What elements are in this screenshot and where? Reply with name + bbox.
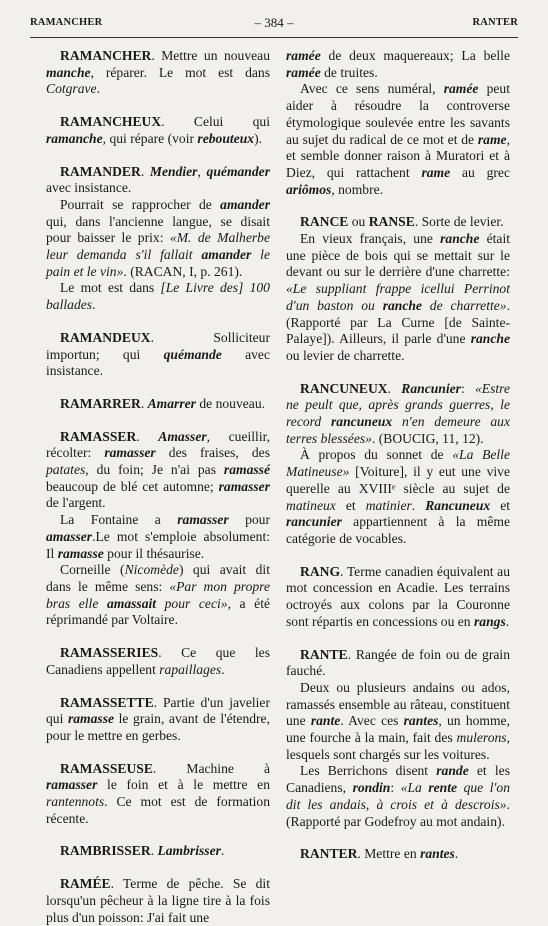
body-text: La Fontaine a xyxy=(60,512,178,528)
body-text: ou levier de charrette. xyxy=(286,347,405,363)
body-text: . xyxy=(140,395,148,411)
emphasis-word: quémander xyxy=(206,163,270,179)
entry-paragraph xyxy=(286,763,510,830)
emphasis-word: rangs xyxy=(474,613,506,629)
entry-paragraph xyxy=(286,447,510,547)
emphasis-word: Amasser xyxy=(158,428,207,444)
emphasis-word: rancuneux xyxy=(331,414,393,430)
body-text: . xyxy=(96,81,100,97)
body-text: et xyxy=(335,497,366,513)
emphasis-word: ramassé xyxy=(223,462,270,478)
dictionary-entry xyxy=(46,429,270,513)
body-text: , nombre. xyxy=(331,181,384,197)
body-text: . Mettre un nouveau xyxy=(151,48,270,63)
body-text: [Voiture], il y eut une vive querelle au XVIIIᵉ siècle au sujet de xyxy=(286,464,510,496)
entry-spacer xyxy=(46,380,270,396)
body-text: . xyxy=(454,846,459,862)
body-text: . (BOUCIG, 11, 12). xyxy=(371,430,484,446)
left-column xyxy=(46,48,270,926)
dictionary-entry xyxy=(286,846,510,863)
body-text: ) qui avait dit dans le même sens: xyxy=(46,562,270,594)
body-text: de deux maquereaux; La belle xyxy=(320,48,510,63)
emphasis-word: Lambrisser xyxy=(157,843,221,859)
entry-paragraph xyxy=(46,197,270,281)
body-text: .Le mot s'emploie absolument: Il xyxy=(46,528,270,561)
entry-spacer xyxy=(46,745,270,761)
body-text: . Avec ces xyxy=(340,713,404,729)
body-text: . Partie d'un javelier qui xyxy=(46,694,270,727)
body-text: avec insistance. xyxy=(46,180,132,196)
emphasis-word: amassait xyxy=(106,595,157,611)
entry-spacer xyxy=(286,830,510,846)
body-text: de l'argent. xyxy=(46,495,106,511)
dictionary-entry xyxy=(46,695,270,745)
italic-text: que l'on dit les andais, à crois et à descrois» xyxy=(286,780,510,812)
dictionary-entry xyxy=(46,761,270,828)
emphasis-word: amander xyxy=(201,247,252,263)
body-text: était une pièce de bois qui se mettait sur le devant ou sur le derrière d'une charrette: xyxy=(286,231,510,280)
body-text: de nouveau. xyxy=(195,395,266,411)
entry-spacer xyxy=(46,413,270,429)
body-text: , un homme, une fourche à la main, fait des xyxy=(286,713,510,746)
emphasis-word: rande xyxy=(436,763,469,779)
headword: RAMARRER xyxy=(60,395,141,411)
entry-spacer xyxy=(46,314,270,330)
body-text: . xyxy=(92,297,96,313)
emphasis-word: rente xyxy=(428,780,458,796)
emphasis-word: quémande xyxy=(163,346,222,362)
italic-text: mulerons xyxy=(456,730,507,746)
body-text: . Terme de pêche. Se dit lorsqu'un pêcheur à la ligne tire à la fois plus d'un poisson: J'ai fait une xyxy=(46,876,270,925)
body-text: Le mot est dans xyxy=(60,280,161,296)
emphasis-word: ranche xyxy=(470,331,510,347)
body-text: , lesquels sont chargés sur les voitures. xyxy=(286,730,510,762)
body-text: des fraises, des xyxy=(155,445,270,461)
body-text: . Ce que les Canadiens appellent xyxy=(46,645,270,677)
emphasis-word: ramée xyxy=(286,64,321,80)
body-text: . xyxy=(140,163,150,179)
body-text: beaucoup de blé cet automne; xyxy=(46,478,219,494)
emphasis-word: ariômos xyxy=(286,181,332,197)
body-text: au grec xyxy=(450,164,510,180)
body-text: : xyxy=(390,780,401,796)
italic-text: [Le Livre des] 100 ballades xyxy=(46,280,270,313)
emphasis-word: Rancunier xyxy=(401,380,461,396)
emphasis-word: ranche xyxy=(440,231,480,247)
italic-text: matineux xyxy=(286,497,336,513)
body-text: , a été réprimandé par Voltaire. xyxy=(46,595,271,628)
body-text: . (Rapporté par La Curne [de Sainte-Palaye]). Ailleurs, il parle d'une xyxy=(286,297,511,347)
emphasis-word: rantes xyxy=(420,846,455,862)
body-text: et xyxy=(490,497,511,513)
body-text: . (Rapporté par Godefroy au mot andain). xyxy=(286,796,510,829)
italic-text: de charrette» xyxy=(421,297,507,313)
headword: RAMANDER xyxy=(60,163,141,179)
emphasis-word: rame xyxy=(421,164,451,180)
body-text: . Rangée de foin ou de grain fauché. xyxy=(286,646,510,679)
entry-spacer xyxy=(46,98,270,114)
body-text: . xyxy=(150,843,158,859)
body-text: de truites. xyxy=(320,64,378,80)
body-text: . xyxy=(505,613,510,629)
body-text: ou xyxy=(348,214,369,230)
body-text: Avec ce sens numéral, xyxy=(300,81,444,97)
body-text: . Machine à xyxy=(152,760,270,776)
dictionary-entry xyxy=(46,843,270,860)
body-text: avec insistance. xyxy=(46,346,270,379)
italic-text: «La xyxy=(400,780,429,796)
body-text: En vieux français, une xyxy=(300,231,441,247)
emphasis-word: ramasser xyxy=(104,445,156,461)
running-header xyxy=(30,14,518,34)
body-text: appartiennent à la même catégorie de vocables. xyxy=(286,514,510,546)
body-text: peut aider à résoudre la controverse étymologique soulevée entre les savants au sujet du radical de ce mot et de xyxy=(286,81,510,147)
body-text: , du foin; Je n'ai pas xyxy=(85,462,224,478)
body-text: . Terme canadien équivalent au mot concession en Acadie. Les terrains octroyés aux colons par la Couronne sont répartis en concessions ou en xyxy=(286,563,510,629)
header-first-word: RAMANCHER xyxy=(30,17,103,28)
dictionary-entry xyxy=(46,48,270,98)
emphasis-word: rante xyxy=(310,713,341,729)
body-text: . xyxy=(221,661,225,677)
dictionary-entry xyxy=(286,564,510,631)
dictionary-entry xyxy=(286,214,510,231)
emphasis-word: rancunier xyxy=(286,514,342,530)
dictionary-entry xyxy=(46,330,270,380)
italic-text: n'en demeure aux terres blessées» xyxy=(286,414,510,446)
body-text: À propos du sonnet de xyxy=(300,447,453,463)
emphasis-word: rondin xyxy=(352,780,391,796)
emphasis-word: ramanche xyxy=(46,130,103,146)
body-text: , xyxy=(197,163,207,179)
entry-paragraph xyxy=(286,231,510,365)
italic-text: Nicomède xyxy=(124,562,179,578)
headword: RAMASSERIES xyxy=(60,645,159,661)
body-text: , cueillir, récolter: xyxy=(46,428,270,461)
body-text: . xyxy=(136,428,159,444)
headword: RAMANCHEUX xyxy=(60,114,162,130)
headword: RAMANCHER xyxy=(60,48,152,63)
entry-paragraph xyxy=(46,280,270,313)
emphasis-word: Mendier xyxy=(149,163,198,179)
body-text: . Celui qui xyxy=(161,114,270,130)
italic-text: Cotgrave xyxy=(46,81,97,97)
entry-paragraph xyxy=(286,680,510,764)
headword: RANG xyxy=(300,563,341,579)
entry-spacer xyxy=(46,860,270,876)
headword: RAMASSEUSE xyxy=(60,760,153,776)
body-text: pour il thésaurise. xyxy=(103,545,205,561)
emphasis-word: ramée xyxy=(286,48,321,63)
italic-text: matinier xyxy=(365,497,412,513)
body-text: , qui répare (voir xyxy=(102,130,198,146)
italic-text: rantennots xyxy=(46,794,105,810)
italic-text: «Le suppliant frappe icellui Perrinot d'un baston ou xyxy=(286,281,510,313)
italic-text: «Estre ne peult que, après grands guerres, le record xyxy=(286,380,510,430)
headword: RANSE xyxy=(368,214,415,230)
emphasis-word: rame xyxy=(477,131,507,147)
italic-text: patates xyxy=(46,462,86,478)
entry-spacer xyxy=(46,679,270,695)
body-text: pour xyxy=(228,512,270,528)
body-text: . Mettre en xyxy=(357,846,421,862)
italic-text: le pain et le vin» xyxy=(46,247,270,279)
entry-spacer xyxy=(286,548,510,564)
body-text: le grain, avant de l'étendre, pour le mettre en gerbes. xyxy=(46,711,270,743)
entry-paragraph xyxy=(286,81,510,198)
body-text: Pourrait se rapprocher de xyxy=(60,196,221,212)
body-text: Corneille ( xyxy=(60,562,125,578)
body-text: ). xyxy=(254,130,262,146)
headword: RAMASSER xyxy=(60,428,137,444)
entry-paragraph xyxy=(46,512,270,562)
header-rule xyxy=(30,37,518,38)
body-text: et les Canadiens, xyxy=(286,763,510,796)
entry-spacer xyxy=(286,365,510,381)
italic-text: «Par mon propre bras elle xyxy=(46,578,270,611)
entry-spacer xyxy=(46,827,270,843)
emphasis-word: ramasser xyxy=(177,512,229,528)
entry-spacer xyxy=(286,631,510,647)
emphasis-word: Amarrer xyxy=(147,395,196,411)
headword: RANCE xyxy=(300,214,349,230)
emphasis-word: rebouteux xyxy=(197,130,255,146)
body-text: le foin et à le mettre en xyxy=(97,777,270,793)
dictionary-entry xyxy=(46,396,270,413)
emphasis-word: ramasse xyxy=(67,711,115,727)
emphasis-word: amasser xyxy=(46,528,93,544)
body-text: . xyxy=(387,380,402,396)
headword: RANCUNEUX xyxy=(300,380,388,396)
entry-paragraph xyxy=(286,48,510,81)
body-text: Deux ou plusieurs andains ou ados, ramassés ensemble au râteau, constituent une xyxy=(286,679,510,729)
body-text: , réparer. Le mot est dans xyxy=(90,64,270,80)
italic-text: pour ceci» xyxy=(156,595,228,611)
body-text: . Sorte de levier. xyxy=(414,214,504,230)
emphasis-word: ranche xyxy=(382,297,422,313)
dictionary-entry xyxy=(46,876,270,926)
emphasis-word: manche xyxy=(46,64,91,80)
body-text: . (RACAN, I, p. 261). xyxy=(123,263,243,279)
emphasis-word: rantes xyxy=(403,713,439,729)
dictionary-entry xyxy=(46,645,270,678)
headword: RAMÉE xyxy=(60,876,111,892)
header-last-word: RANTER xyxy=(472,17,518,28)
entry-spacer xyxy=(46,629,270,645)
italic-text: «La Belle Matineuse» xyxy=(286,447,510,480)
body-text: qui, dans l'ancienne langue, se disait pour baisser le prix: xyxy=(46,213,270,246)
headword: RAMASSETTE xyxy=(60,694,154,710)
body-text: . Ce mot est de formation récente. xyxy=(46,794,270,826)
dictionary-entry xyxy=(286,647,510,680)
emphasis-word: ramasser xyxy=(218,478,270,494)
right-column xyxy=(286,48,510,863)
emphasis-word: ramasse xyxy=(57,545,104,561)
emphasis-word: Rancuneux xyxy=(425,497,491,513)
entry-paragraph xyxy=(46,562,270,629)
headword: RANTER xyxy=(300,846,358,862)
dictionary-entry xyxy=(286,381,510,448)
body-text: . xyxy=(411,497,426,513)
body-text: . Solliciteur importun; qui xyxy=(46,329,270,362)
entry-spacer xyxy=(46,148,270,164)
entry-spacer xyxy=(286,198,510,214)
dictionary-entry xyxy=(46,164,270,197)
page-number: – 384 – xyxy=(254,15,294,30)
emphasis-word: ramée xyxy=(443,81,479,97)
body-text: , et semble donner raison à Muratori et à Diez, qui rattachent xyxy=(286,131,510,180)
italic-text: rapaillages xyxy=(159,661,222,677)
dictionary-entry xyxy=(46,114,270,147)
headword: RANTE xyxy=(300,646,348,662)
body-text: . xyxy=(220,843,225,859)
headword: RAMANDEUX xyxy=(60,329,151,345)
body-text: Les Berrichons disent xyxy=(300,763,437,779)
headword: RAMBRISSER xyxy=(60,843,151,859)
emphasis-word: amander xyxy=(220,196,270,212)
body-text: : xyxy=(460,380,475,396)
italic-text: «M. de Malherbe leur demanda s'il fallait xyxy=(46,230,270,263)
emphasis-word: ramasser xyxy=(46,777,98,793)
